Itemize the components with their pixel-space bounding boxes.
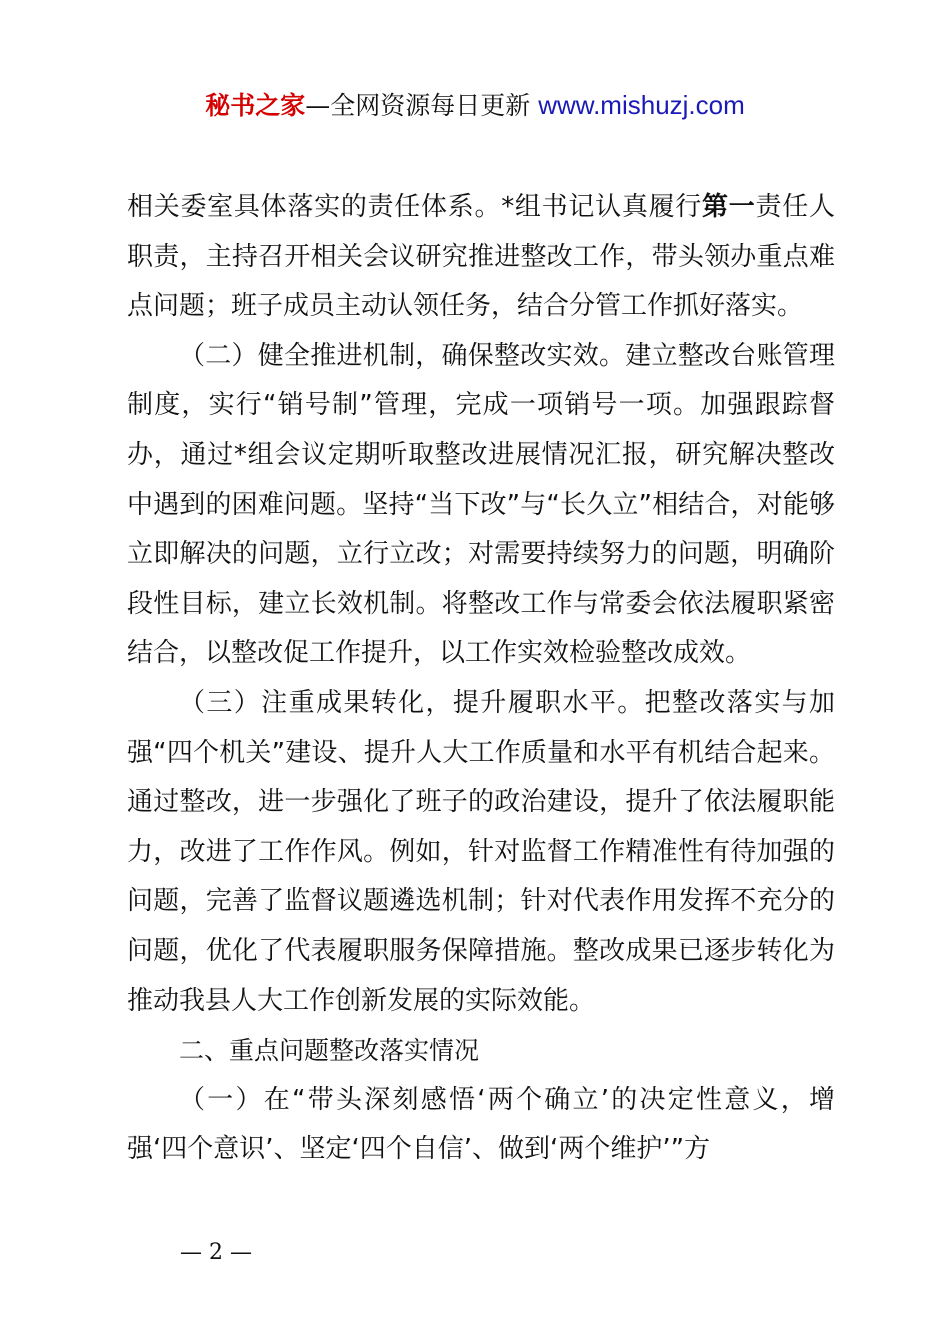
paragraph-section-2: （二）健全推进机制，确保整改实效。建立整改台账管理制度，实行“销号制”管理，完成一项销号一项。加强跟踪督办，通过*组会议定期听取整改进展情况汇报，研究解决整改中遇到的困难问题。坚持“当下改”与“长久立”相结合，对能够立即解决的问题，立行立改；对需要持续努力的问题，明确阶段性目标，建立长效机制。将整改工作与常委会依法履职紧密结合，以整改促工作提升，以工作实效检验整改成效。 — [127, 340, 835, 669]
section-heading: 二、重点问题整改落实情况 — [179, 1036, 480, 1066]
brand-name: 秘书之家 — [205, 91, 306, 120]
page-header — [0, 88, 950, 123]
website-url: www.mishuzj.com — [538, 90, 745, 120]
bold-emphasis: 第一 — [702, 192, 756, 222]
page-number: — 2 — — [180, 1240, 252, 1265]
paragraph-item-1: （一）在“带头深刻感悟‘两个确立’的决定性意义，增强‘四个意识’、坚定‘四个自信’、做到‘两个维护’”方 — [127, 1084, 835, 1165]
header-slogan: —全网资源每日更新 — [305, 91, 539, 120]
paragraph-text: 相关委室具体落实的责任体系。*组书记认真履行 — [127, 192, 703, 222]
paragraph-continuation — [127, 183, 835, 332]
paragraph-section-3: （三）注重成果转化，提升履职水平。把整改落实与加强“四个机关”建设、提升人大工作质量和水平有机结合起来。通过整改，进一步强化了班子的政治建设，提升了依法履职能力，改进了工作作风。例如，针对监督工作精准性有待加强的问题，完善了监督议题遴选机制；针对代表作用发挥不充分的问题，优化了代表履职服务保障措施。整改成果已逐步转化为推动我县人大工作创新发展的实际效能。 — [127, 687, 835, 1016]
document-body — [127, 183, 835, 1175]
paragraph-text: 责任人职责，主持召开相关会议研究推进整改工作，带头领办重点难点问题；班子成员主动认领任务，结合分管工作抓好落实。 — [127, 192, 835, 322]
